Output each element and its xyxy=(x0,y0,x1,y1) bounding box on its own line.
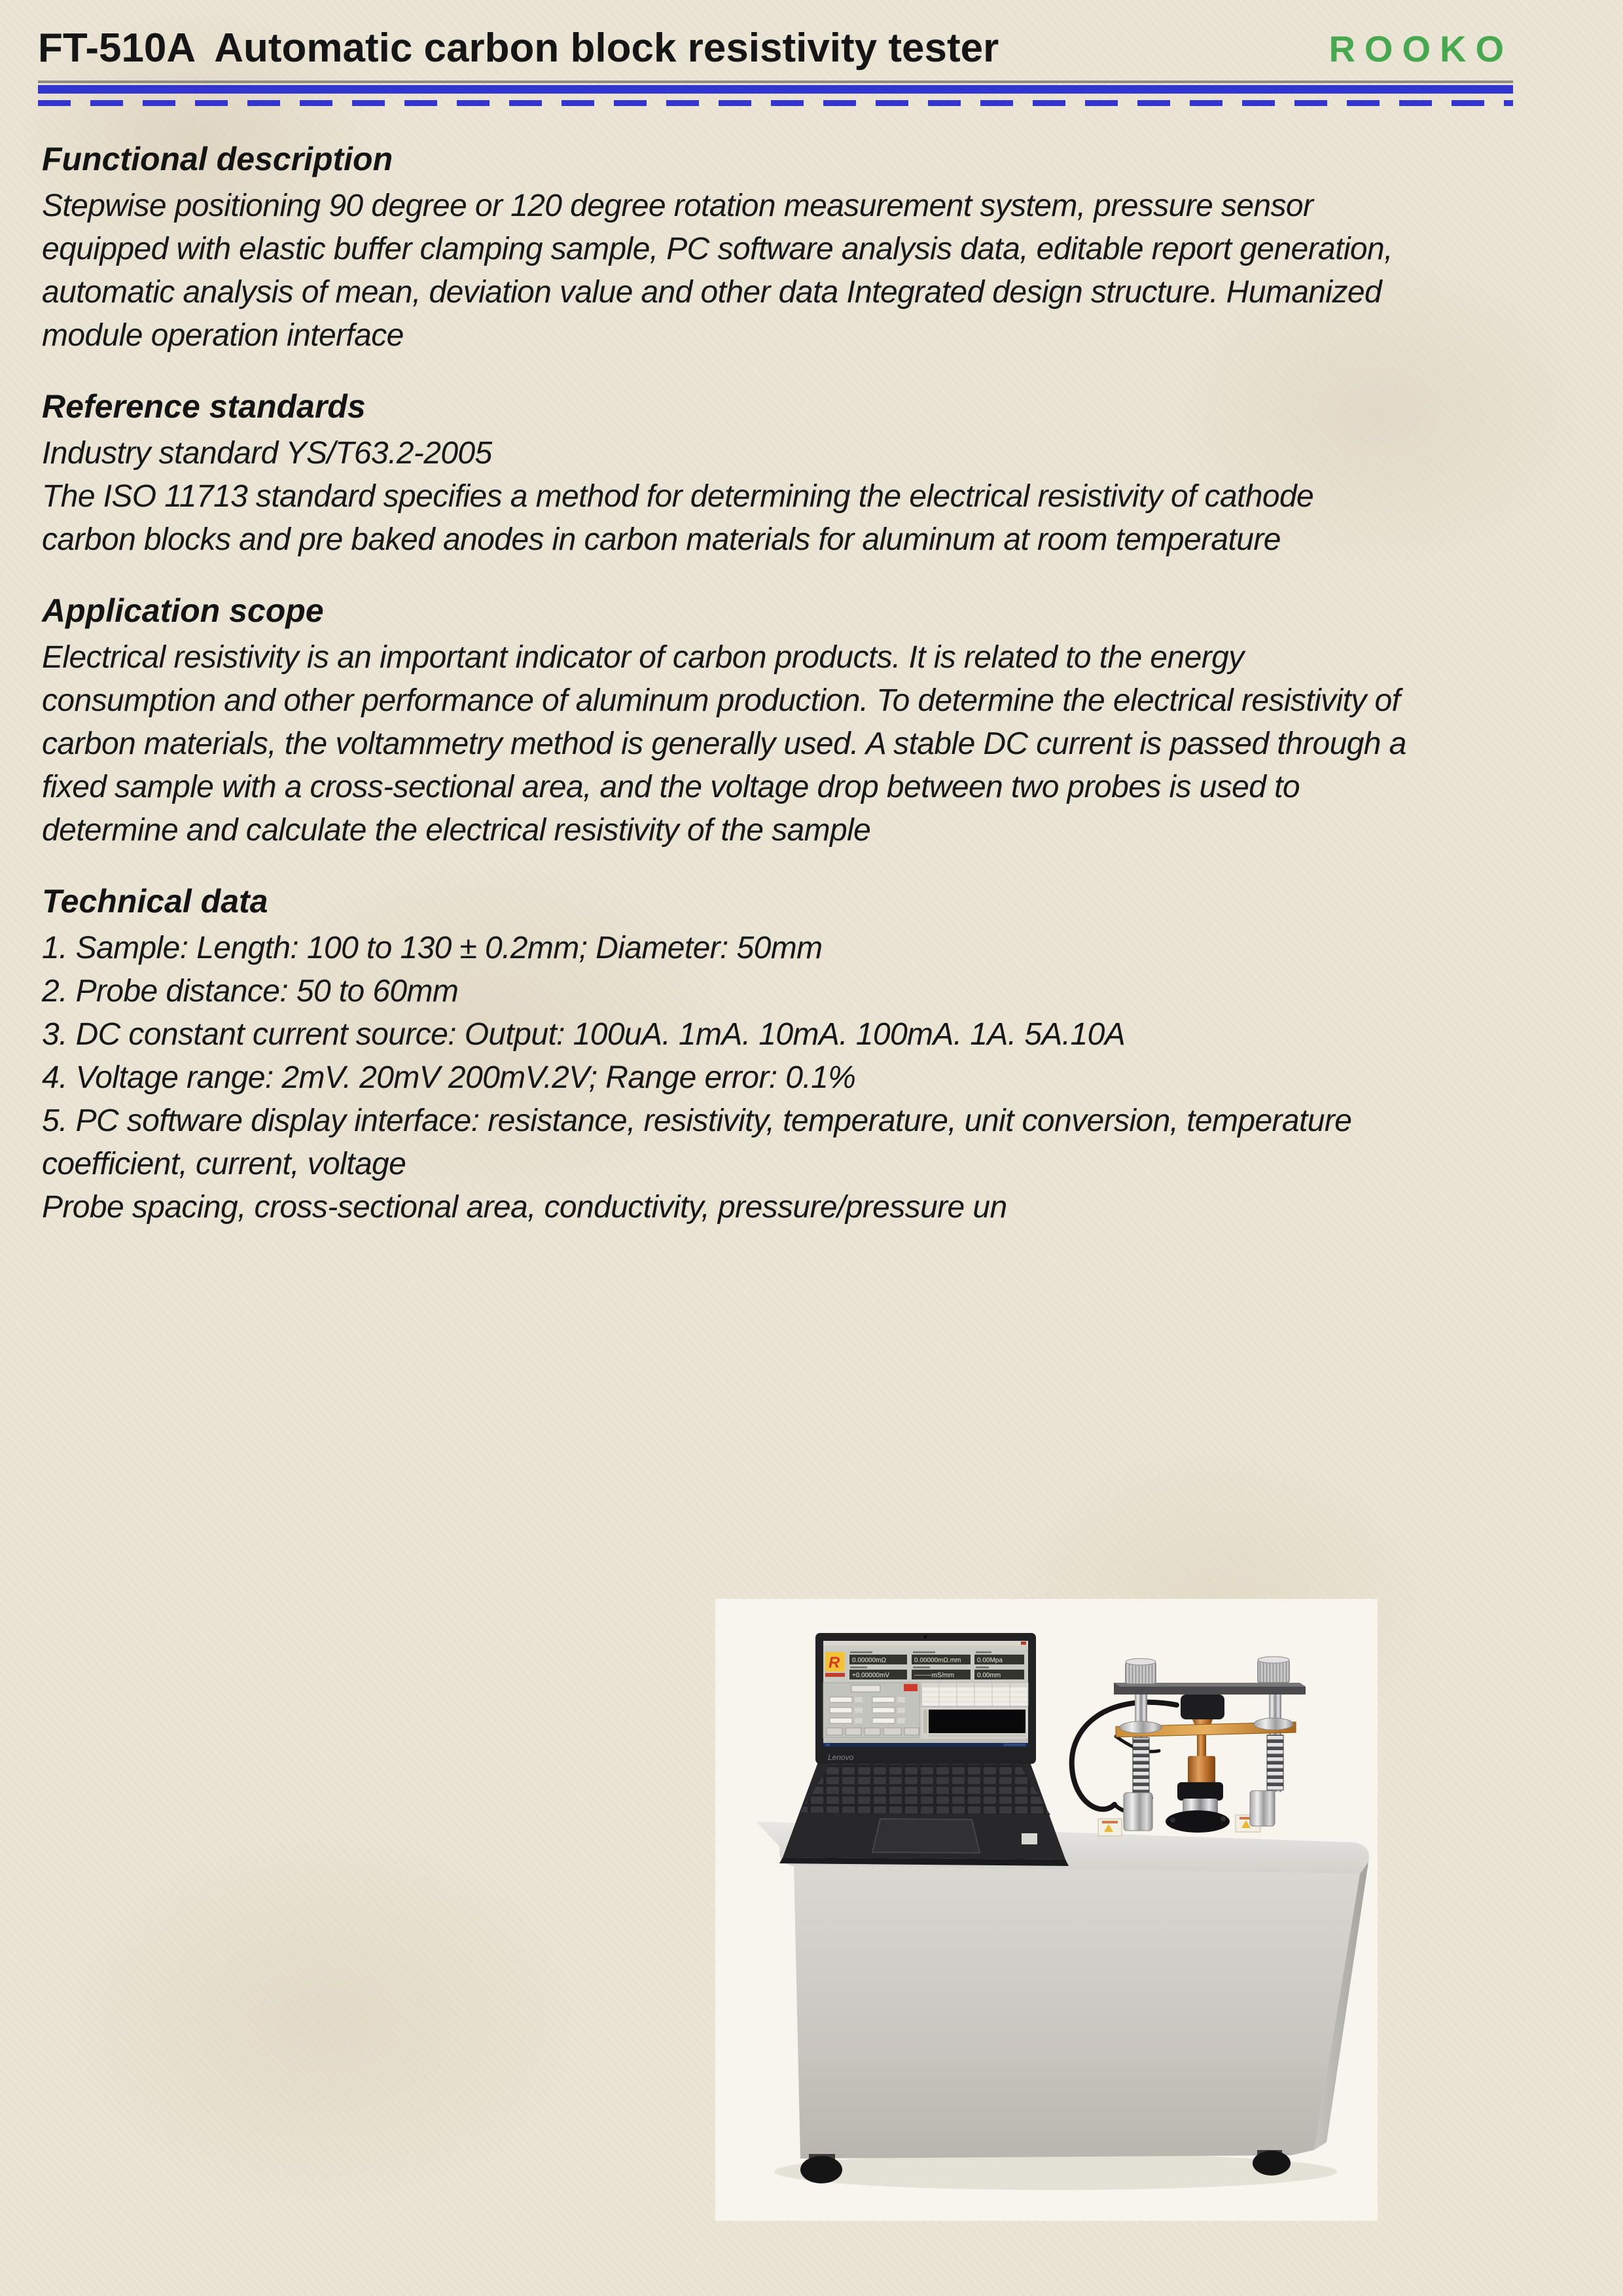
readout-value: --------mS/mm xyxy=(914,1672,955,1679)
section-paragraph: Stepwise positioning 90 degree or 120 degree rotation measurement system, pressure sensor equipped with elastic buffer clamping sample, PC software analysis data, editable report generation, automatic analysis of mean, deviation value and other data Integrated design structure. Humanized module operation interface xyxy=(42,188,1393,353)
section-functional-description xyxy=(42,140,1406,357)
webcam-icon xyxy=(924,1636,927,1639)
section-technical-data xyxy=(42,882,1406,1229)
panel-button[interactable] xyxy=(904,1728,919,1735)
cabinet-shadow xyxy=(774,2153,1337,2190)
status-bar xyxy=(823,1739,1028,1743)
readout-label xyxy=(913,1651,935,1653)
knob-top-right xyxy=(1258,1657,1289,1663)
input-field[interactable] xyxy=(872,1708,895,1713)
panel-button[interactable] xyxy=(827,1728,842,1735)
section-reference-standards xyxy=(42,387,1406,562)
stepper-button[interactable] xyxy=(897,1708,905,1713)
cabinet-front xyxy=(794,1866,1360,2159)
chart-x-scale xyxy=(929,1734,1026,1737)
panel-button[interactable] xyxy=(883,1728,901,1735)
tech-data-item: 4. Voltage range: 2mV. 20mV 200mV.2V; Range error: 0.1% xyxy=(42,1060,856,1095)
title-row xyxy=(38,25,1513,71)
panel-button[interactable] xyxy=(846,1728,861,1735)
column-collar-left xyxy=(1124,1793,1152,1831)
page-title xyxy=(38,25,999,71)
app-menubar[interactable] xyxy=(823,1645,1028,1649)
readout-label xyxy=(913,1666,930,1668)
input-field[interactable] xyxy=(830,1708,852,1713)
section-heading: Functional description xyxy=(42,141,393,177)
waveform-chart xyxy=(929,1710,1026,1733)
readout-label xyxy=(976,1651,991,1653)
input-field[interactable] xyxy=(872,1697,895,1702)
laptop-sticker xyxy=(1022,1833,1037,1844)
stepper-button[interactable] xyxy=(897,1697,905,1702)
readout-value: +0.00000mV xyxy=(852,1672,889,1679)
spring-right xyxy=(1267,1735,1283,1790)
input-field[interactable] xyxy=(872,1718,895,1723)
product-photo xyxy=(715,1599,1378,2221)
software-window xyxy=(823,1641,1028,1747)
header-rule-dashed xyxy=(38,100,1513,106)
laptop-brand: Lenovo xyxy=(828,1753,854,1762)
windows-taskbar[interactable] xyxy=(823,1743,1028,1747)
section-heading: Reference standards xyxy=(42,388,366,425)
column-collar-right xyxy=(1250,1791,1275,1826)
laptop-keyboard xyxy=(800,1759,1050,1815)
warning-sticker xyxy=(1098,1819,1122,1836)
input-field[interactable] xyxy=(830,1697,852,1702)
brand-logo: ROOKO xyxy=(1329,28,1513,69)
tech-data-item: 3. DC constant current source: Output: 100uA. 1mA. 10mA. 100mA. 1A. 5A.10A xyxy=(42,1017,1126,1052)
header-rule-solid xyxy=(38,85,1513,94)
base-bolt-hole xyxy=(1170,1818,1175,1823)
stepper-button[interactable] xyxy=(855,1697,863,1702)
knob-top-left xyxy=(1126,1659,1156,1665)
readout-value: 0.00000mΩ xyxy=(852,1657,886,1664)
system-tray xyxy=(1003,1744,1026,1746)
panel-button[interactable] xyxy=(865,1728,880,1735)
base-bolt-hole xyxy=(1221,1816,1226,1821)
stepper-button[interactable] xyxy=(855,1718,863,1723)
app-logo-letter: R xyxy=(829,1654,840,1672)
start-button[interactable] xyxy=(904,1684,918,1691)
tech-data-item: 1. Sample: Length: 100 to 130 ± 0.2mm; Diameter: 50mm xyxy=(42,931,823,965)
readout-value: 0.00000mΩ.mm xyxy=(914,1657,961,1664)
model-number: FT-510A xyxy=(38,26,196,71)
spring-left xyxy=(1133,1738,1149,1793)
tech-data-item: 2. Probe distance: 50 to 60mm xyxy=(42,974,459,1009)
stepper-button[interactable] xyxy=(855,1708,863,1713)
cabinet xyxy=(756,1821,1369,2183)
section-paragraph: Electrical resistivity is an important indicator of carbon products. It is related to the energy consumption and other performance of aluminum production. To determine the electrical resistivity of carbon materials, the voltammetry method is generally used. A stable DC current is passed through a fixed sample with a cross-sectional area, and the voltage drop between two probes is used to determine and calculate the electrical resistivity of the sample xyxy=(42,640,1406,848)
app-logo-band xyxy=(825,1673,845,1677)
readout-value: 0.00mm xyxy=(977,1672,1001,1679)
section-paragraph: The ISO 11713 standard specifies a method for determining the electrical resistivity of cathode carbon blocks and pre baked anodes in carbon materials for aluminum at room temperature xyxy=(42,479,1314,557)
tech-data-item: Probe spacing, cross-sectional area, conductivity, pressure/pressure un xyxy=(42,1190,1007,1225)
plate-bearing-right xyxy=(1254,1718,1293,1730)
app-titlebar xyxy=(823,1641,1028,1645)
start-icon[interactable] xyxy=(825,1744,830,1746)
close-icon[interactable] xyxy=(1021,1641,1026,1645)
document-body xyxy=(4,140,1444,1229)
plate-bearing-left xyxy=(1120,1721,1162,1733)
readout-value: 0.00Mpa xyxy=(977,1657,1003,1664)
cabinet-foot-left xyxy=(800,2156,842,2183)
readout-label xyxy=(850,1666,867,1668)
electrode-rod xyxy=(1197,1735,1206,1759)
electrode-coil xyxy=(1188,1756,1215,1785)
cabinet-foot-right xyxy=(1253,2151,1291,2176)
readout-label xyxy=(850,1651,872,1653)
readout-label xyxy=(976,1666,989,1668)
data-grid-header xyxy=(921,1683,1028,1687)
tech-data-item: 5. PC software display interface: resistance, resistivity, temperature, unit conversion, temperature coefficient, current, voltage xyxy=(42,1103,1352,1181)
page-header xyxy=(0,0,1623,106)
laptop xyxy=(779,1633,1069,1866)
load-cell xyxy=(1181,1695,1224,1719)
section-paragraph: Industry standard YS/T63.2-2005 xyxy=(42,436,492,471)
electrode-ring xyxy=(1177,1782,1223,1801)
section-application-scope xyxy=(42,592,1406,852)
settings-tab[interactable] xyxy=(851,1685,880,1692)
chart-y-scale xyxy=(923,1710,927,1733)
section-heading: Application scope xyxy=(42,592,324,629)
section-heading: Technical data xyxy=(42,883,268,920)
header-rule-thin xyxy=(38,81,1513,83)
laptop-touchpad[interactable] xyxy=(872,1819,980,1853)
fixture-base xyxy=(1166,1810,1230,1833)
input-field[interactable] xyxy=(830,1718,852,1723)
product-name: Automatic carbon block resistivity tester xyxy=(214,26,999,71)
stepper-button[interactable] xyxy=(897,1718,905,1723)
